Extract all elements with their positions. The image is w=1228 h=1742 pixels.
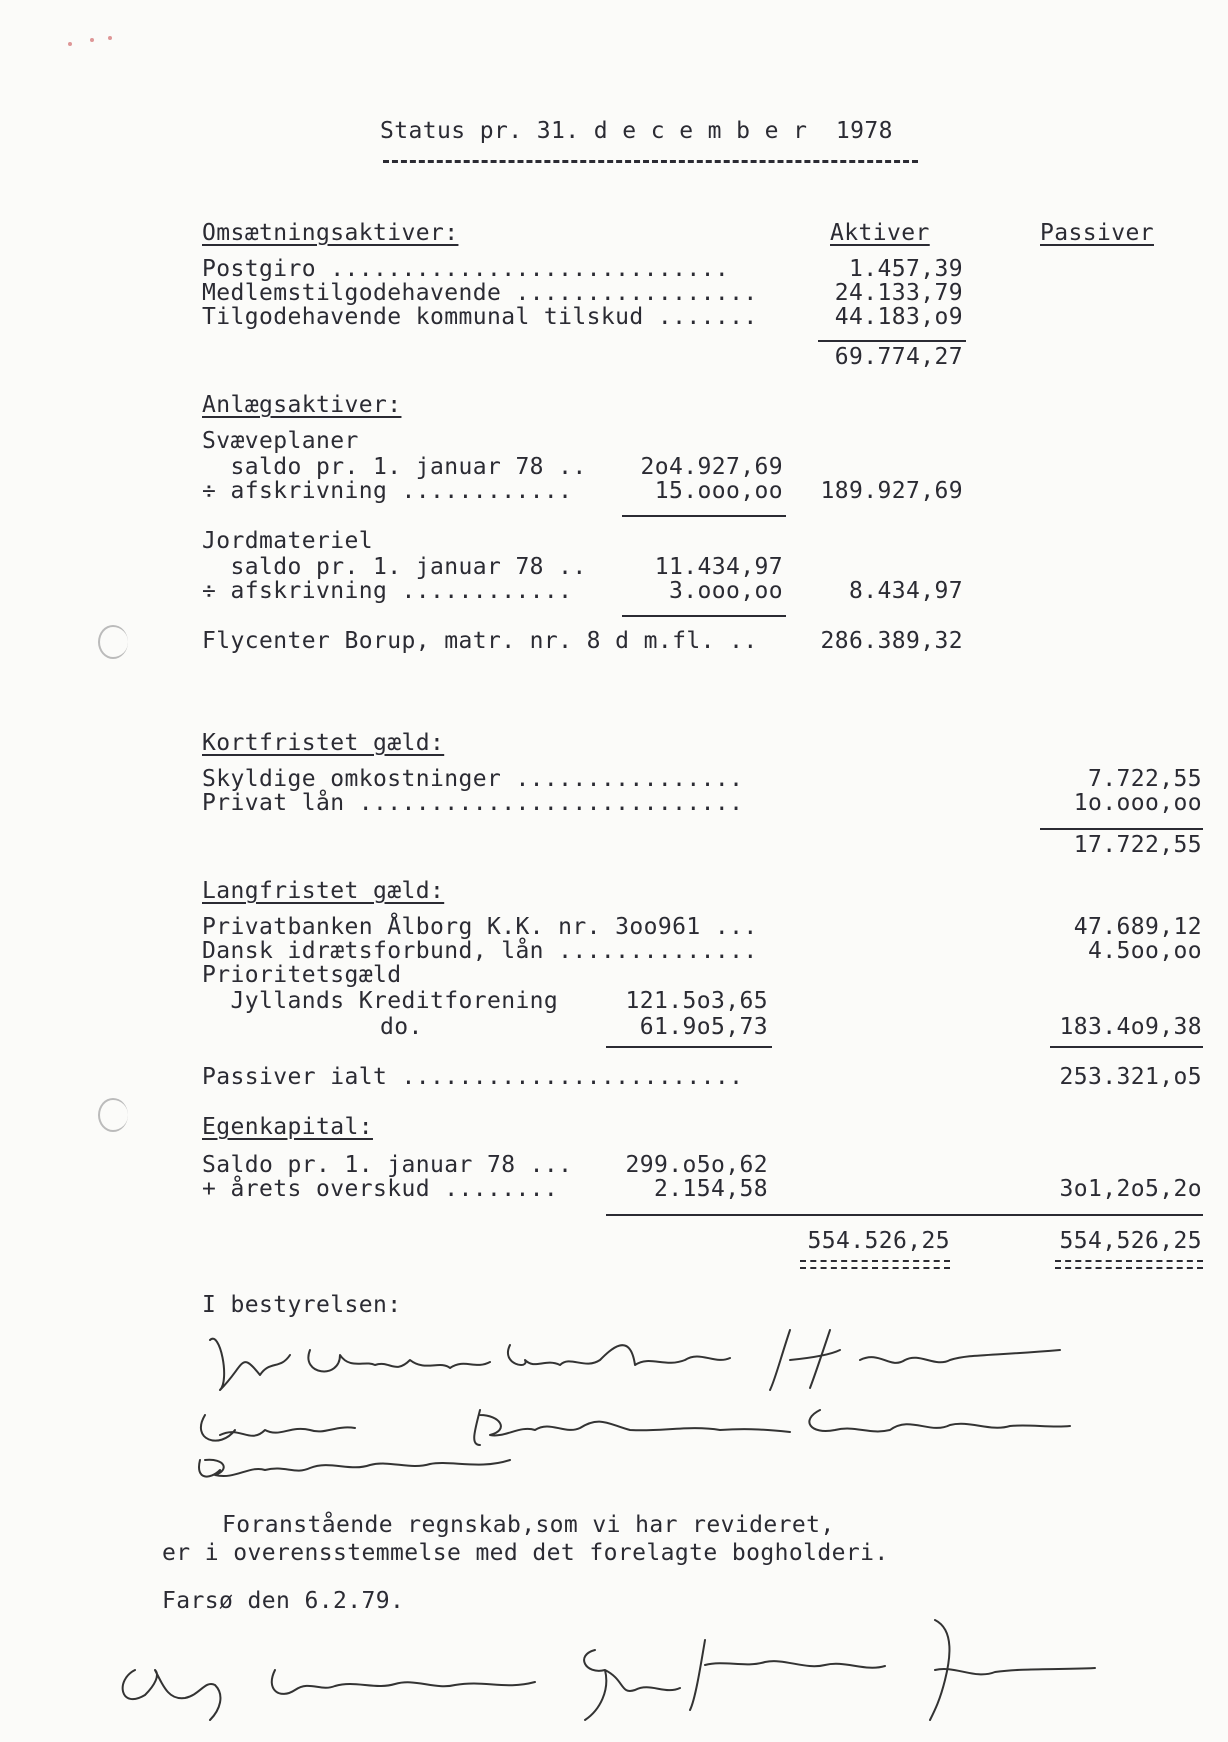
- row-value: 2o4.927,69: [640, 454, 783, 480]
- punch-hole: [98, 1098, 128, 1132]
- sum-rule: [1040, 828, 1203, 830]
- section-heading-kortfristet: Kortfristet gæld:: [202, 730, 445, 756]
- punch-hole: [98, 625, 128, 659]
- sum-rule: [1050, 1046, 1203, 1048]
- row-value: 61.9o5,73: [639, 1014, 768, 1040]
- row-label: Jyllands Kreditforening: [202, 988, 559, 1014]
- item-title: Svæveplaner: [202, 428, 359, 454]
- row-label: ÷ afskrivning ............: [202, 478, 573, 504]
- sum-rule: [606, 1214, 1203, 1216]
- row-label: Postgiro ............................: [202, 256, 730, 282]
- row-label: saldo pr. 1. januar 78 ..: [202, 554, 587, 580]
- revision-line-1: Foranstående regnskab,som vi har revideret,: [222, 1512, 835, 1538]
- board-label: I bestyrelsen:: [202, 1292, 402, 1318]
- place-date: Farsø den 6.2.79.: [162, 1588, 405, 1614]
- ink-smudge: [68, 42, 72, 46]
- row-label: Passiver ialt ........................: [202, 1064, 744, 1090]
- passiver-header: Passiver: [1040, 220, 1154, 246]
- row-label: Dansk idrætsforbund, lån ..............: [202, 938, 758, 964]
- board-signatures: [190, 1320, 1090, 1480]
- total-value: 3o1,2o5,2o: [1059, 1176, 1202, 1202]
- row-value: 121.5o3,65: [625, 988, 768, 1014]
- row-label: do.: [380, 1014, 423, 1040]
- row-value: 2.154,58: [654, 1176, 768, 1202]
- row-value: 24.133,79: [834, 280, 963, 306]
- row-label: Saldo pr. 1. januar 78 ...: [202, 1152, 573, 1178]
- row-value: 11.434,97: [654, 554, 783, 580]
- ink-smudge: [90, 38, 94, 42]
- sum-rule: [622, 515, 786, 517]
- title-underline: [383, 160, 918, 163]
- row-label: Privatbanken Ålborg K.K. nr. 3oo961 ...: [202, 914, 758, 940]
- row-value: 44.183,o9: [834, 304, 963, 330]
- row-value: 299.o5o,62: [625, 1152, 768, 1178]
- row-value: 286.389,32: [820, 628, 963, 654]
- section-heading-langfristet: Langfristet gæld:: [202, 878, 445, 904]
- revision-line-2: er i overensstemmelse med det forelagte bogholderi.: [162, 1540, 889, 1566]
- row-value: 1o.ooo,oo: [1073, 790, 1202, 816]
- row-label: Skyldige omkostninger ................: [202, 766, 744, 792]
- ink-smudge: [108, 36, 112, 40]
- section-heading-egenkapital: Egenkapital:: [202, 1114, 373, 1140]
- total-value: 253.321,o5: [1059, 1064, 1202, 1090]
- subtotal-value: 69.774,27: [834, 344, 963, 370]
- aktiver-header: Aktiver: [830, 220, 930, 246]
- row-value: 1.457,39: [849, 256, 963, 282]
- row-value: 3.ooo,oo: [669, 578, 783, 604]
- grand-total-aktiver: 554.526,25: [807, 1228, 950, 1254]
- grand-total-passiver: 554,526,25: [1059, 1228, 1202, 1254]
- net-value: 8.434,97: [849, 578, 963, 604]
- page-title: Status pr. 31. d e c e m b e r 1978: [380, 118, 893, 144]
- subtotal-value: 17.722,55: [1073, 832, 1202, 858]
- double-rule: [800, 1260, 950, 1269]
- item-title: Prioritetsgæld: [202, 962, 402, 988]
- row-value: 4.5oo,oo: [1088, 938, 1202, 964]
- row-label: Tilgodehavende kommunal tilskud .......: [202, 304, 758, 330]
- item-title: Jordmateriel: [202, 528, 373, 554]
- section-heading-omsaetning: Omsætningsaktiver:: [202, 220, 459, 246]
- row-label: saldo pr. 1. januar 78 ..: [202, 454, 587, 480]
- row-label: Medlemstilgodehavende .................: [202, 280, 758, 306]
- sum-rule: [606, 1046, 772, 1048]
- auditor-signatures: [105, 1610, 1105, 1730]
- row-label: ÷ afskrivning ............: [202, 578, 573, 604]
- double-rule: [1055, 1260, 1203, 1269]
- subtotal-value: 183.4o9,38: [1059, 1014, 1202, 1040]
- row-label: Privat lån ...........................: [202, 790, 744, 816]
- row-label: + årets overskud ........: [202, 1176, 559, 1202]
- net-value: 189.927,69: [820, 478, 963, 504]
- row-value: 7.722,55: [1088, 766, 1202, 792]
- row-value: 15.ooo,oo: [654, 478, 783, 504]
- row-value: 47.689,12: [1073, 914, 1202, 940]
- sum-rule: [818, 340, 966, 342]
- row-label: Flycenter Borup, matr. nr. 8 d m.fl. ..: [202, 628, 758, 654]
- section-heading-anlaeg: Anlægsaktiver:: [202, 392, 402, 418]
- sum-rule: [622, 615, 786, 617]
